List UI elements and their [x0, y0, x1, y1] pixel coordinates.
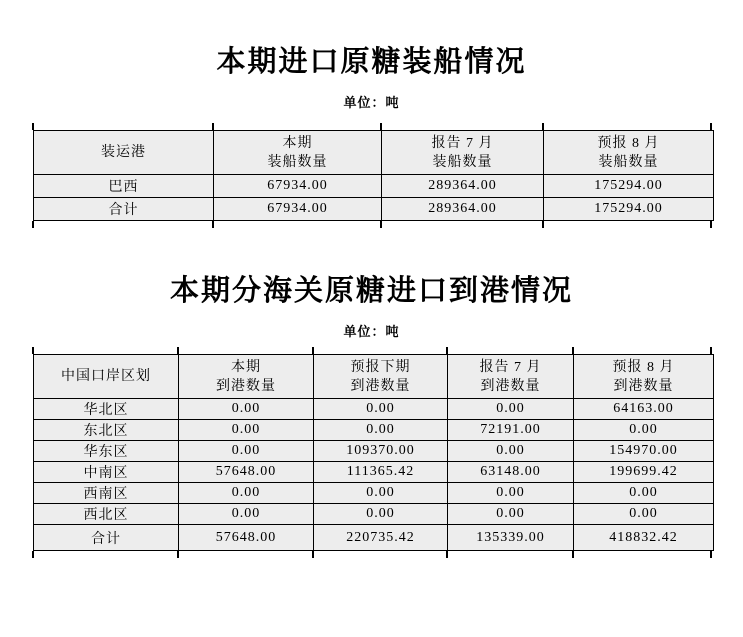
table-border-stub	[32, 551, 34, 558]
shipment-table-wrap	[33, 130, 713, 221]
column-header-label: 报告 7 月	[431, 135, 494, 151]
value-cell: 64163.00	[574, 399, 714, 420]
table-border-stub	[446, 347, 448, 354]
column-header-current-period	[214, 131, 382, 175]
value-cell: 0.00	[314, 483, 448, 504]
table-border-stub	[572, 551, 574, 558]
value-cell: 0.00	[179, 504, 314, 525]
value-cell: 57648.00	[179, 525, 314, 551]
value-cell: 63148.00	[448, 462, 574, 483]
value-cell: 0.00	[179, 441, 314, 462]
column-header-label: 装船数量	[432, 154, 493, 170]
table-row-brazil	[34, 175, 714, 198]
table-border-stub	[446, 551, 448, 558]
table-row-northwest	[34, 504, 714, 525]
column-header-report-july	[448, 355, 574, 399]
arrival-table-wrap	[33, 354, 713, 551]
value-cell: 289364.00	[382, 198, 544, 221]
value-cell: 154970.00	[574, 441, 714, 462]
value-cell: 0.00	[448, 483, 574, 504]
arrival-section	[0, 221, 743, 551]
table-border-stub	[710, 221, 712, 228]
value-cell: 289364.00	[382, 175, 544, 198]
value-cell: 111365.42	[314, 462, 448, 483]
value-cell: 67934.00	[214, 175, 382, 198]
table-border-stub	[710, 123, 712, 130]
shipment-section	[0, 0, 743, 221]
value-cell: 0.00	[314, 399, 448, 420]
column-header-label: 装船数量	[267, 154, 328, 170]
value-cell: 199699.42	[574, 462, 714, 483]
table-border-stub	[312, 551, 314, 558]
value-cell: 0.00	[179, 399, 314, 420]
column-header-report-july	[382, 131, 544, 175]
column-header-label: 到港数量	[216, 378, 276, 394]
value-cell: 0.00	[448, 504, 574, 525]
value-cell: 0.00	[314, 504, 448, 525]
column-header-label: 中国口岸区划	[61, 369, 151, 384]
table-border-stub	[380, 221, 382, 228]
column-header-label: 预报 8 月	[597, 135, 660, 151]
row-label-cell: 巴西	[34, 175, 214, 198]
shipment-table	[33, 130, 714, 221]
value-cell: 0.00	[448, 441, 574, 462]
table-row-total	[34, 198, 714, 221]
arrival-header-row	[34, 355, 714, 399]
value-cell: 0.00	[574, 420, 714, 441]
table-row-southwest	[34, 483, 714, 504]
column-header-forecast-next-period	[314, 355, 448, 399]
value-cell: 175294.00	[544, 198, 714, 221]
column-header-label: 本期	[231, 359, 261, 375]
table-border-stub	[542, 123, 544, 130]
value-cell: 0.00	[314, 420, 448, 441]
value-cell: 0.00	[179, 420, 314, 441]
value-cell: 0.00	[574, 483, 714, 504]
arrival-unit-label: 单位：吨	[343, 324, 400, 339]
table-border-stub	[572, 347, 574, 354]
row-label-cell: 华东区	[34, 441, 179, 462]
row-label-cell: 西南区	[34, 483, 179, 504]
arrival-section-title: 本期分海关原糖进口到港情况	[169, 275, 573, 307]
table-border-stub	[177, 347, 179, 354]
table-border-stub	[380, 123, 382, 130]
value-cell: 0.00	[448, 399, 574, 420]
value-cell: 220735.42	[314, 525, 448, 551]
column-header-label: 预报下期	[350, 359, 411, 375]
shipment-unit-label: 单位：吨	[343, 95, 400, 110]
value-cell: 67934.00	[214, 198, 382, 221]
value-cell: 0.00	[574, 504, 714, 525]
table-border-stub	[32, 221, 34, 228]
value-cell: 135339.00	[448, 525, 574, 551]
table-border-stub	[312, 347, 314, 354]
value-cell: 0.00	[179, 483, 314, 504]
table-border-stub	[542, 221, 544, 228]
row-label-cell: 合计	[34, 198, 214, 221]
row-label-cell: 东北区	[34, 420, 179, 441]
value-cell: 175294.00	[544, 175, 714, 198]
row-label-cell: 中南区	[34, 462, 179, 483]
column-header-current-period	[179, 355, 314, 399]
table-row-total	[34, 525, 714, 551]
value-cell: 57648.00	[179, 462, 314, 483]
column-header-label: 到港数量	[480, 378, 541, 394]
table-border-stub	[212, 221, 214, 228]
column-header-label: 装船数量	[598, 154, 659, 170]
value-cell: 109370.00	[314, 441, 448, 462]
column-header-port	[34, 131, 214, 175]
table-border-stub	[32, 123, 34, 130]
column-header-label: 本期	[282, 135, 313, 151]
table-border-stub	[212, 123, 214, 130]
row-label-cell: 华北区	[34, 399, 179, 420]
table-row-central-south	[34, 462, 714, 483]
shipment-section-title: 本期进口原糖装船情况	[216, 46, 527, 78]
column-header-label: 预报 8 月	[612, 359, 675, 375]
row-label-cell: 合计	[34, 525, 179, 551]
column-header-forecast-august	[574, 355, 714, 399]
column-header-forecast-august	[544, 131, 714, 175]
table-row-north-china	[34, 399, 714, 420]
value-cell: 72191.00	[448, 420, 574, 441]
row-label-cell: 西北区	[34, 504, 179, 525]
value-cell: 418832.42	[574, 525, 714, 551]
column-header-district	[34, 355, 179, 399]
arrival-table	[33, 354, 714, 551]
column-header-label: 装运港	[101, 145, 146, 160]
table-row-east-china	[34, 441, 714, 462]
table-border-stub	[710, 551, 712, 558]
column-header-label: 到港数量	[613, 378, 674, 394]
table-border-stub	[710, 347, 712, 354]
column-header-label: 到港数量	[350, 378, 411, 394]
column-header-label: 报告 7 月	[479, 359, 542, 375]
table-row-northeast	[34, 420, 714, 441]
shipment-header-row	[34, 131, 714, 175]
table-border-stub	[177, 551, 179, 558]
table-border-stub	[32, 347, 34, 354]
